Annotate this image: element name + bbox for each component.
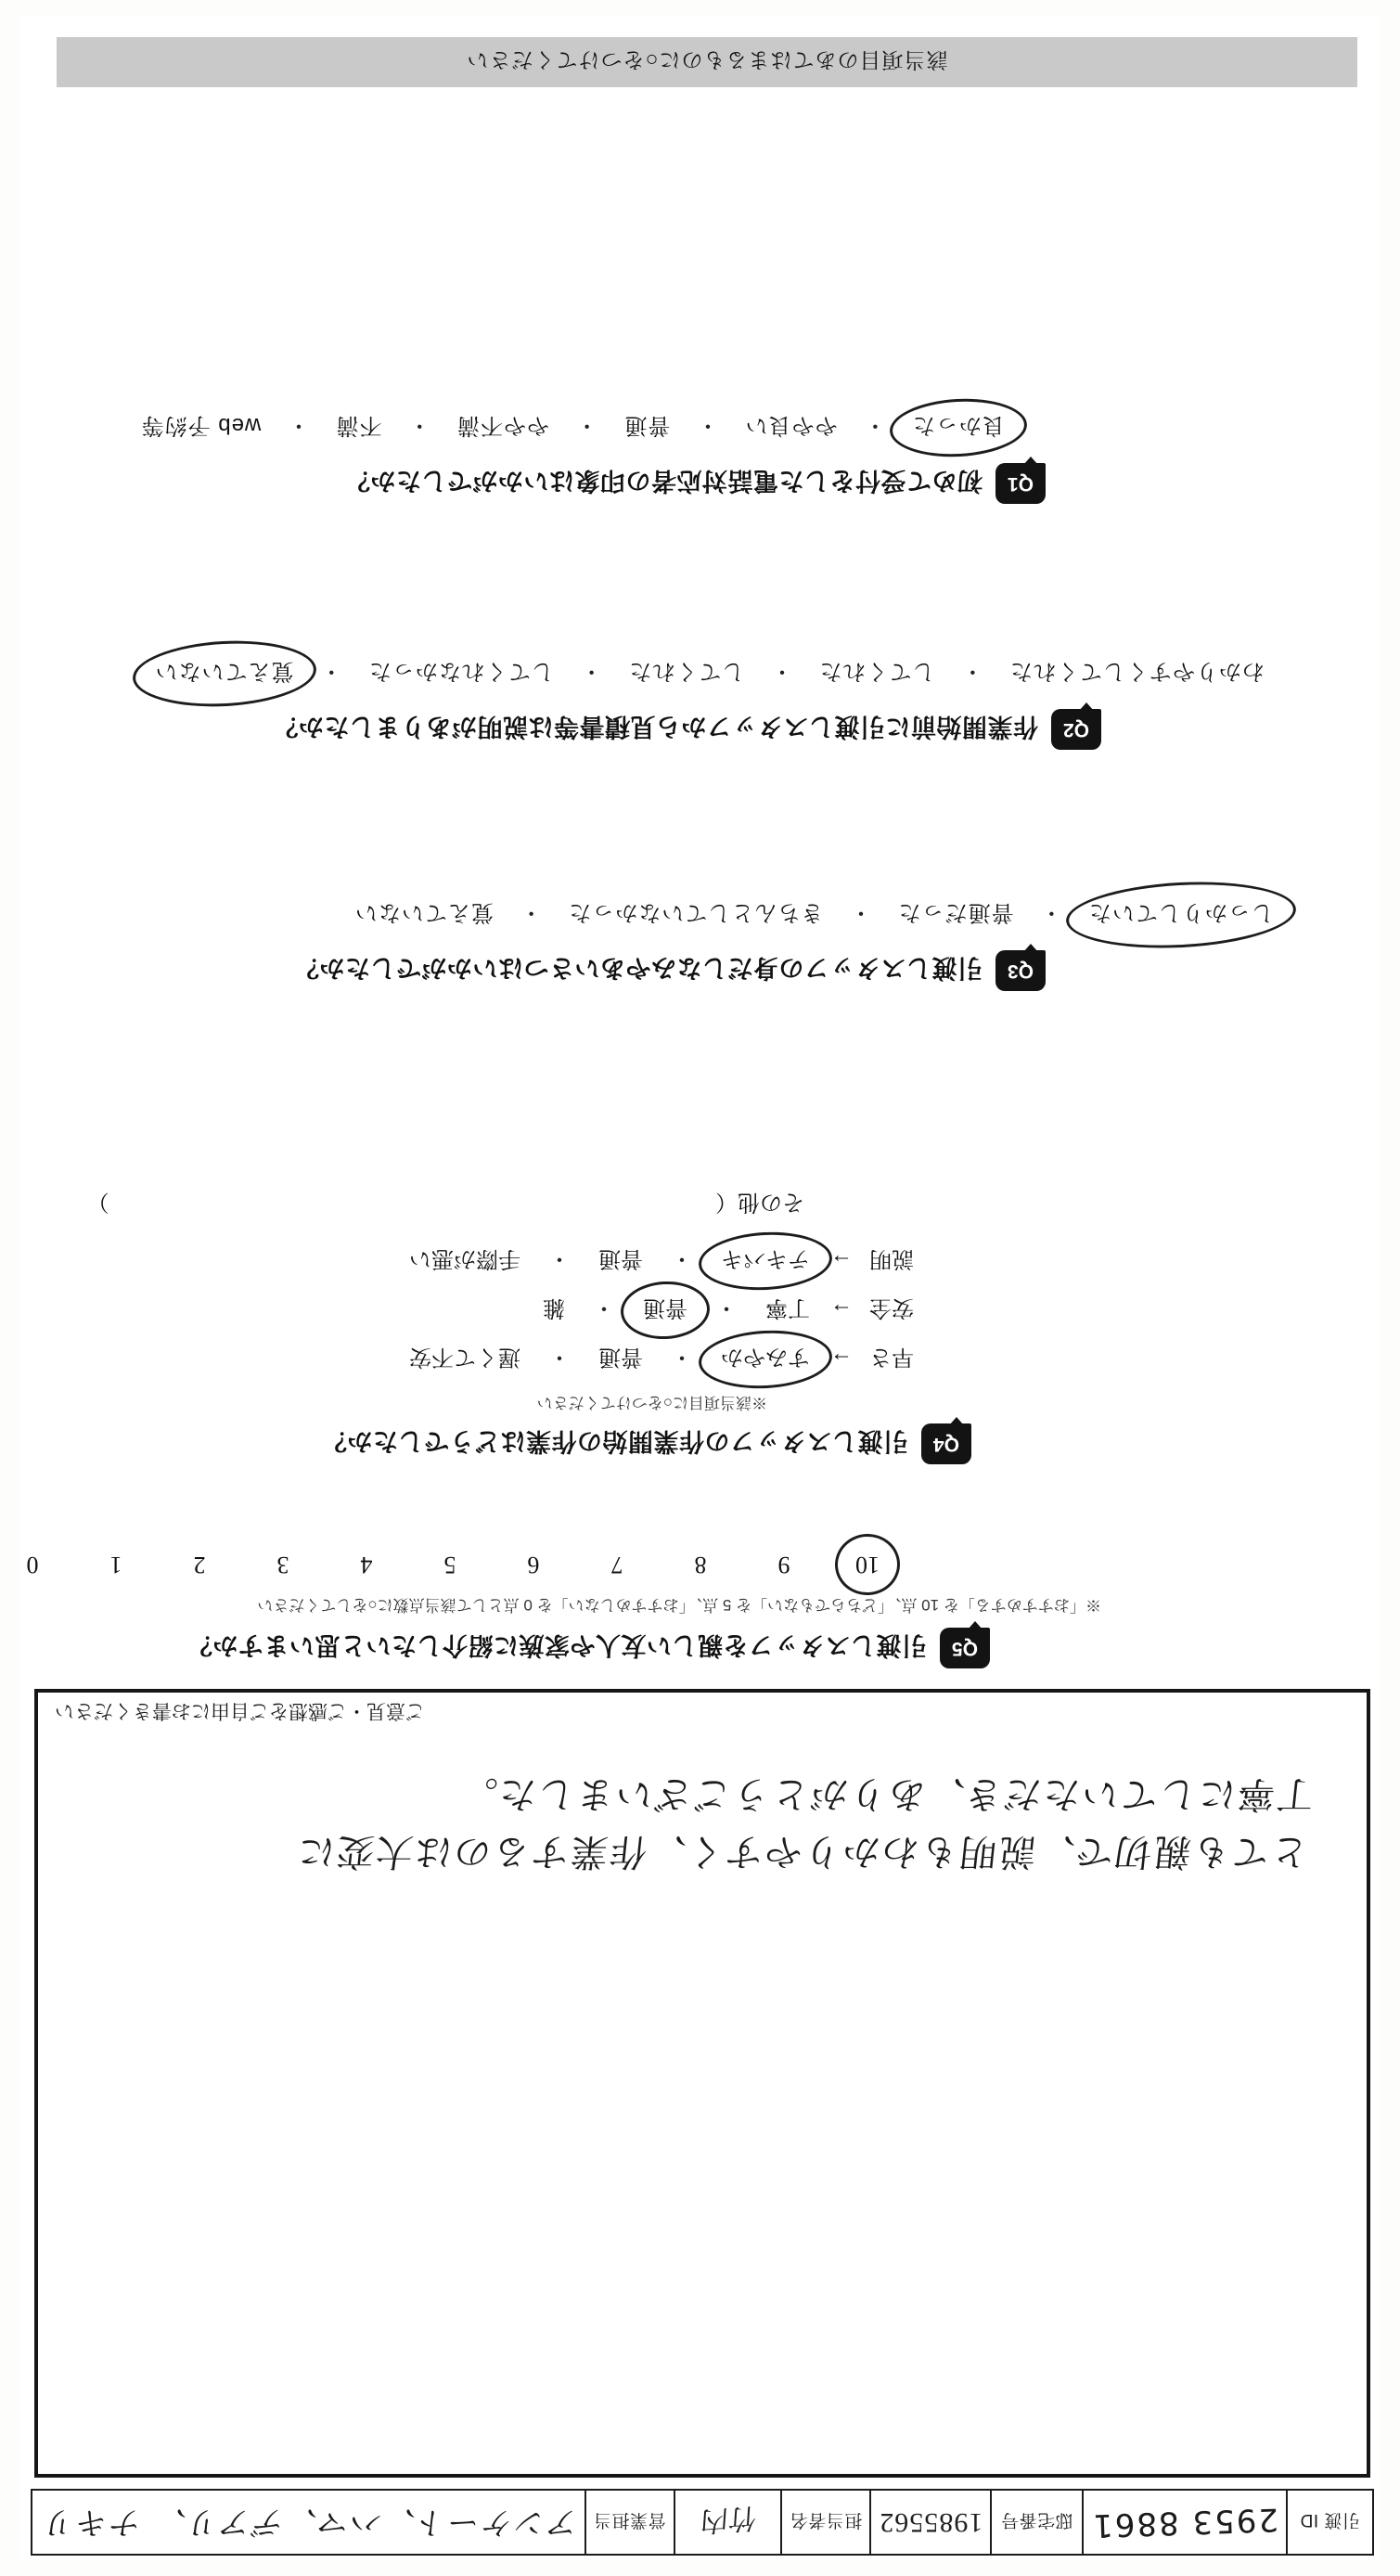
q2-sep-1: ・	[960, 659, 984, 684]
q5-scale-9[interactable]: 9	[777, 1552, 790, 1578]
q5-scale-7[interactable]: 7	[610, 1552, 623, 1578]
q4-speed-sep-2: ・	[548, 1345, 571, 1370]
header-sales-handwritten: アンケート、ハマ、デアリ、 ナキリ	[37, 2504, 579, 2542]
q3-options	[20, 899, 1278, 932]
survey-sheet	[20, 17, 1380, 2559]
q4-row-safety-arrow-icon: →	[830, 1298, 853, 1324]
q4-row-explanation-arrow-icon: →	[830, 1249, 853, 1275]
q1-title: 初めて受付をした電話対応者の印象はいかがでしたか？	[344, 467, 983, 496]
q4-speed-option-1[interactable]: 普通	[598, 1345, 643, 1370]
q3-option-3[interactable]: 覚えていない	[353, 900, 494, 925]
q2-option-1[interactable]: してくれた	[818, 659, 935, 684]
free-comment-label: ご意見・ご感想をご自由にお書きください	[55, 1700, 425, 1721]
q2-sep-4: ・	[319, 659, 343, 684]
q5-scale-6[interactable]: 6	[527, 1552, 540, 1578]
q5-scale-2[interactable]: 2	[193, 1552, 206, 1578]
q4-number-bubble: Q4	[921, 1423, 971, 1464]
q4-other-line[interactable]	[20, 1189, 804, 1221]
header-id-value	[1082, 2491, 1286, 2554]
header-sales-value	[32, 2491, 584, 2554]
q3-option-0-selected[interactable]: しっかりしていた	[1085, 899, 1278, 932]
q2-option-4-selected[interactable]: 覚えていない	[151, 658, 298, 690]
header-id-row	[31, 2489, 1374, 2556]
q4-explanation-sep-2: ・	[548, 1246, 571, 1271]
q2-option-2[interactable]: してくれた	[628, 659, 745, 684]
q3-sep-1: ・	[1039, 900, 1063, 925]
q5-scale	[20, 1551, 1324, 1578]
question-q4	[20, 1189, 1380, 1464]
q4-row-safety	[20, 1294, 934, 1327]
free-comment-box	[34, 1689, 1370, 2478]
q4-safety-sep-2: ・	[593, 1295, 615, 1320]
instruction-bar: 該当項目のあてはまるものに○をつけてください	[57, 37, 1357, 87]
question-q1	[20, 412, 1380, 504]
header-staff-label: 担当者名	[780, 2491, 869, 2554]
q1-option-5[interactable]: web 予約等	[140, 413, 262, 438]
q4-speed-option-2[interactable]: 遅くて不安	[409, 1345, 520, 1370]
q1-sep-1: ・	[863, 413, 887, 438]
q4-row-speed	[20, 1344, 934, 1376]
q5-scale-0[interactable]: 0	[26, 1552, 39, 1578]
q4-safety-sep-1: ・	[715, 1295, 738, 1320]
q1-sep-5: ・	[286, 413, 310, 438]
q4-speed-option-0-selected[interactable]: すみやか	[717, 1344, 814, 1376]
q4-safety-option-2[interactable]: 雑	[543, 1295, 565, 1320]
header-id-label: 引渡 ID	[1286, 2491, 1372, 2554]
q2-sep-3: ・	[579, 659, 603, 684]
q4-row-speed-arrow-icon: →	[830, 1347, 853, 1373]
q5-number-bubble: Q5	[940, 1628, 990, 1668]
q3-option-1[interactable]: 普通だった	[897, 900, 1014, 925]
q5-title: 引渡しスタッフを親しい友人や家族に紹介したいと思いますか？	[186, 1631, 927, 1660]
header-staff-handwritten: 竹内	[699, 2500, 757, 2538]
q1-sep-4: ・	[407, 413, 431, 438]
question-q2	[20, 658, 1380, 750]
q4-row-explanation	[20, 1245, 934, 1278]
q3-sep-2: ・	[848, 900, 872, 925]
q4-speed-sep-1: ・	[671, 1345, 693, 1370]
q1-option-2[interactable]: 普通	[623, 413, 671, 438]
q4-explanation-option-2[interactable]: 手際が悪い	[409, 1246, 520, 1271]
q1-sep-3: ・	[574, 413, 598, 438]
q5-scale-5[interactable]: 5	[443, 1552, 456, 1578]
q2-option-3[interactable]: してくれなかった	[367, 659, 554, 684]
question-q3	[20, 899, 1380, 991]
q2-options	[20, 658, 1268, 690]
q4-row-explanation-label: 説明	[869, 1246, 914, 1271]
q1-option-3[interactable]: やや不満	[456, 413, 549, 438]
header-id-handwritten: 2953 8861	[1090, 2500, 1279, 2544]
q4-title: 引渡しスタッフの作業開始の作業はどうでしたか？	[321, 1427, 908, 1456]
q5-scale-4[interactable]: 4	[360, 1552, 373, 1578]
q1-option-0-selected[interactable]: 良かった	[908, 412, 1008, 444]
q1-options	[20, 412, 1008, 444]
q4-row-safety-label: 安全	[869, 1295, 914, 1320]
q1-option-4[interactable]: 不満	[335, 413, 382, 438]
q2-sep-2: ・	[769, 659, 793, 684]
q4-explanation-sep-1: ・	[671, 1246, 693, 1271]
q3-sep-3: ・	[519, 900, 543, 925]
q5-scale-3[interactable]: 3	[276, 1552, 289, 1578]
free-comment-handwriting	[71, 1765, 1317, 1880]
header-house-label: 邸宅番号	[990, 2491, 1082, 2554]
q4-explanation-option-1[interactable]: 普通	[598, 1246, 643, 1271]
header-house-value: 1985562	[869, 2491, 990, 2554]
q2-title: 作業開始前に引渡しスタッフから見積書等は説明がありましたか？	[273, 713, 1038, 741]
q2-option-0[interactable]: わかりやすくしてくれた	[1009, 659, 1265, 684]
q1-sep-2: ・	[695, 413, 719, 438]
q3-number-bubble: Q3	[995, 950, 1046, 991]
free-comment-line-2: 丁寧にしていただき、ありがとうございました。	[456, 1772, 1317, 1815]
q1-number-bubble: Q1	[995, 463, 1046, 504]
q4-note: ※該当項目に○をつけてください	[536, 1394, 767, 1411]
q2-number-bubble: Q2	[1051, 709, 1101, 750]
q4-safety-option-1-selected[interactable]: 普通	[639, 1294, 691, 1327]
q4-row-speed-label: 早さ	[869, 1345, 914, 1370]
q3-title: 引渡しスタッフの身だしなみやあいさつはいかがでしたか？	[293, 954, 983, 983]
q5-scale-8[interactable]: 8	[694, 1552, 707, 1578]
free-comment-line-1: とても親切で、説明もわかりやすく、作業するのは大変に	[293, 1830, 1311, 1873]
q3-option-2[interactable]: きちんとしていなかった	[568, 900, 824, 925]
q4-other-label: その他（	[715, 1190, 804, 1215]
header-staff-value	[674, 2491, 781, 2554]
q5-scale-1[interactable]: 1	[109, 1552, 122, 1578]
q4-other-close: ）	[86, 1190, 109, 1215]
q5-scale-10-selected[interactable]: 10	[855, 1552, 880, 1578]
header-sales-label: 営業担当	[584, 2491, 674, 2554]
q5-note: ※「おすすめする」を 10 点、「どちらでもない」を 5 点、「おすすめしない」を 0 点として該当点数に○をしてください	[257, 1596, 1101, 1614]
q1-option-1[interactable]: やや良い	[744, 413, 838, 438]
question-q5	[20, 1551, 1380, 1668]
q4-explanation-option-0-selected[interactable]: テキパキ	[717, 1245, 814, 1278]
q4-safety-option-0[interactable]: 丁寧	[765, 1295, 810, 1320]
